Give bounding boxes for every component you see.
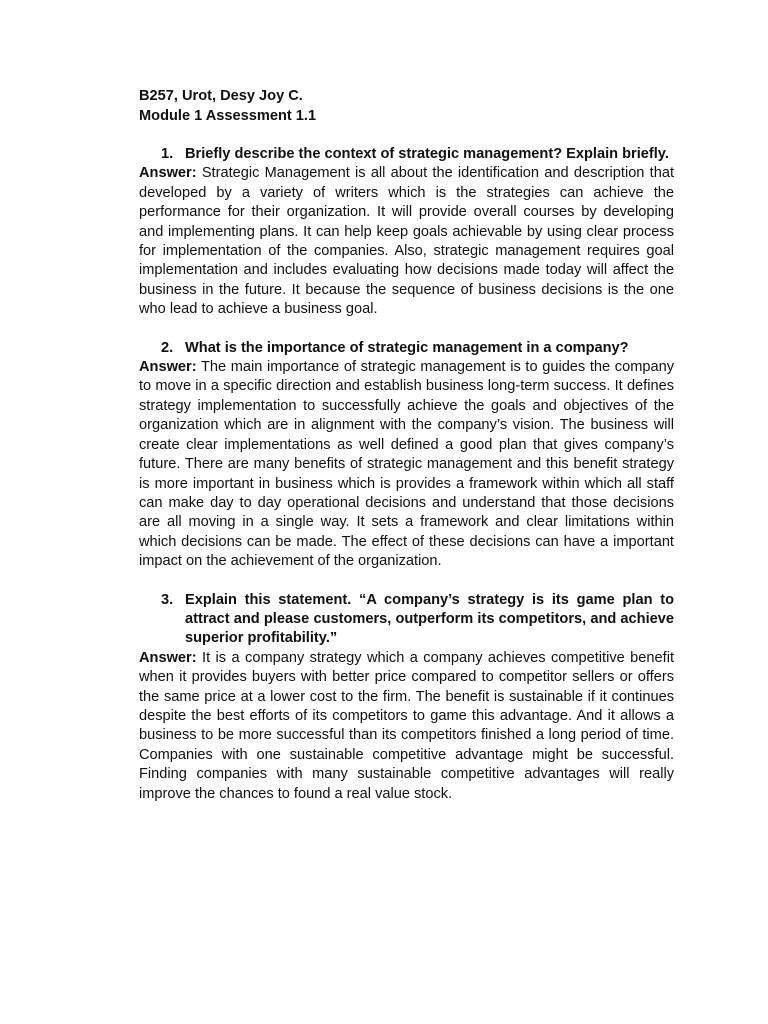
question-item-3 [139, 591, 674, 804]
answer-label: Answer: [139, 649, 197, 666]
question-item-2 [139, 339, 674, 572]
question-heading [139, 591, 674, 649]
answer-paragraph [139, 358, 674, 571]
question-text: Explain this statement. “A company’s strategy is its game plan to attract and please customers, outperform its competitors, and achieve superior profitability.” [185, 591, 674, 647]
question-number: 1. [161, 146, 174, 162]
question-heading [139, 145, 674, 164]
module-title: Module 1 Assessment 1.1 [139, 108, 317, 124]
student-line: B257, Urot, Desy Joy C. [139, 88, 303, 104]
answer-text: It is a company strategy which a company achieves competitive benefit when it provides buyers with better price compared to competitor sellers or offers the same price at a lower cost to the firm. The benefit is sustainable if it continues despite the best efforts of its competitors to game this advantage. And it allows a business to be more successful than its competitors finished a long period of time. Companies with one sustainable competitive advantage might be successful. Finding companies with many sustainable competitive advantages will really improve the chances to found a real value stock. [139, 649, 675, 802]
question-text: What is the importance of strategic management in a company? [185, 339, 629, 356]
question-item-1 [139, 145, 674, 320]
answer-paragraph [139, 649, 674, 804]
question-text: Briefly describe the context of strategic management? Explain briefly. [185, 146, 669, 162]
answer-text: Strategic Management is all about the identification and description that developed by a variety of writers which is the strategies can achieve the performance for their organization. It will provide overall courses by developing and implementing plans. It can help keep goals achievable by using clear process for implementation of the companies. Also, strategic management requires goal implementation and includes evaluating how decisions made today will affect the business in the future. It because the sequence of business decisions is the one who lead to achieve a business goal. [139, 165, 674, 318]
question-number: 2. [161, 339, 174, 356]
question-number: 3. [161, 591, 174, 608]
answer-label: Answer: [139, 359, 197, 376]
answer-text: The main importance of strategic management is to guides the company to move in a specific direction and establish business long-term success. It defines strategy implementation to successfully achieve the goals and objectives of the organization which are in alignment with the company’s vision. The business will create clear implementations as well defined a good plan that gives company’s future. There are many benefits of strategic management and this benefit strategy is more important in business which is provides a framework within which all staff can make day to day operational decisions and understand that those decisions are all moving in a single way. It sets a framework and clear limitations within which decisions can be made. The effect of these decisions can have a important impact on the achievement of the organization. [139, 359, 674, 570]
question-list [139, 145, 674, 804]
answer-paragraph [139, 164, 674, 319]
answer-label: Answer: [139, 165, 197, 182]
question-heading [139, 339, 674, 358]
